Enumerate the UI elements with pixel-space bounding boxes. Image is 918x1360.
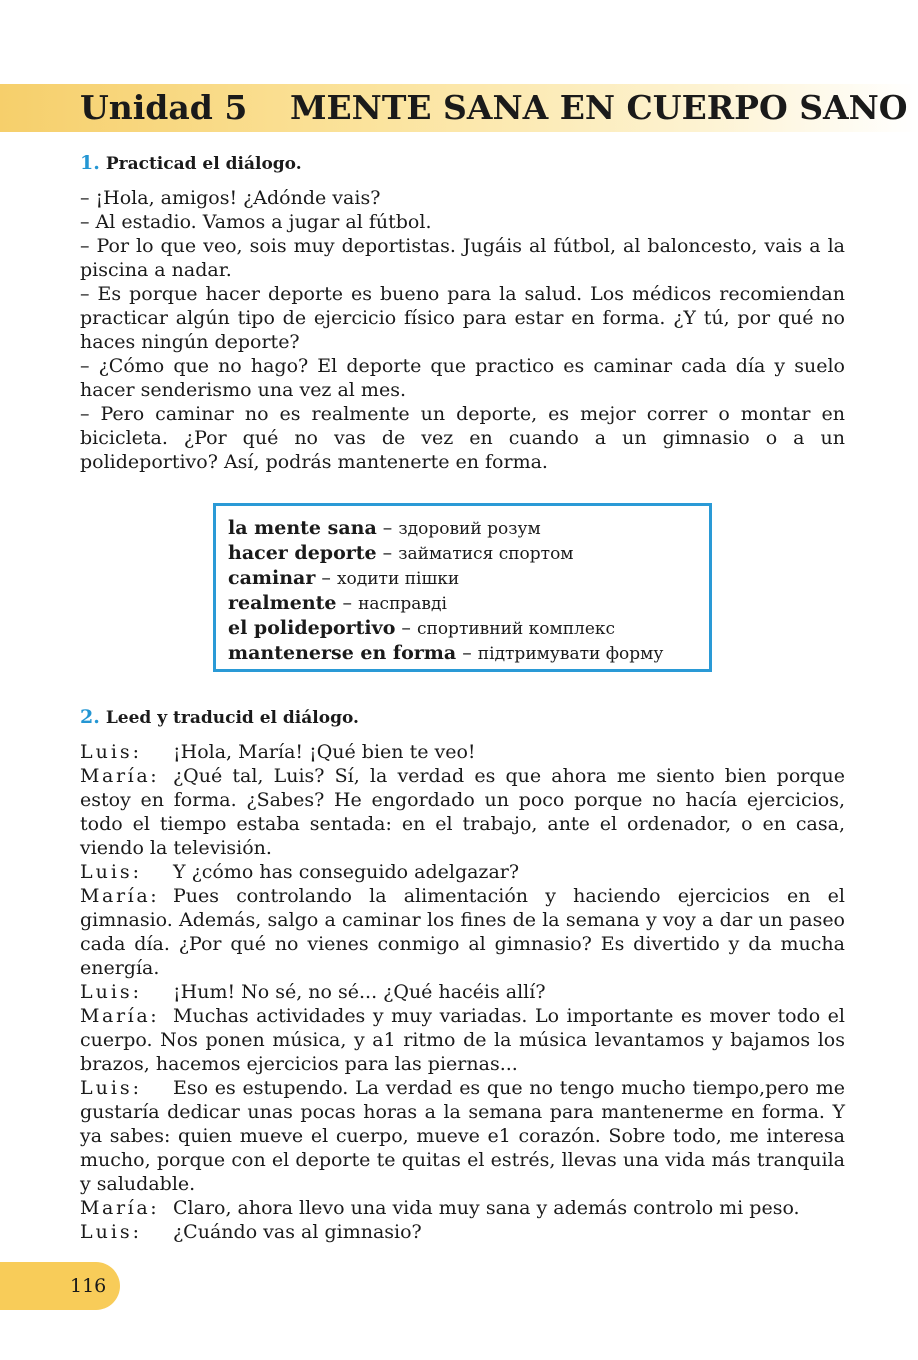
vocab-translation: насправді	[358, 594, 447, 614]
page-number: 116	[70, 1275, 107, 1297]
vocab-translation: спортивний комплекс	[416, 619, 616, 639]
dialogue-turn	[80, 1004, 845, 1076]
vocab-translation: ходити пішки	[336, 569, 460, 589]
unit-number: Unidad 5	[80, 88, 248, 127]
exercise-1-instruction: Practicad el diálogo.	[105, 154, 302, 174]
exercise-2-instruction: Leed y traducid el diálogo.	[105, 708, 359, 728]
speaker-name: María:	[80, 1197, 160, 1219]
vocab-term: hacer deporte	[228, 542, 377, 564]
speaker-name: Luis:	[80, 861, 143, 883]
dialogue-turn	[80, 1076, 845, 1196]
vocab-translation: здоровий розум	[398, 519, 541, 539]
turn-text: ¡Hum! No sé, no sé... ¿Qué hacéis allí?	[173, 981, 546, 1003]
vocabulary-box	[213, 503, 712, 672]
speaker-name: Luis:	[80, 981, 143, 1003]
dialogue-turn	[80, 884, 845, 980]
vocab-translation: підтримувати форму	[477, 644, 664, 664]
dialogue-turn	[80, 740, 845, 764]
turn-text: Claro, ahora llevo una vida muy sana y además controlo mi peso.	[173, 1197, 800, 1219]
speaker-name: Luis:	[80, 1077, 143, 1099]
vocab-term: la mente sana	[228, 517, 377, 539]
vocab-entry: hacer deporte – займатися спортом	[228, 542, 574, 564]
turn-text: Eso es estupendo. La verdad es que no tengo mucho tiempo,pero me gustaría dedicar unas pocas horas a la semana para mantenerme en forma. Y ya sabes: quien mueve el cuerpo, mueve e1 corazón. Sobre todo, me interesa mucho, porque con el deporte te quitas el estrés, llevas una vida más tranquila y saludable.	[80, 1077, 845, 1195]
vocab-entry: caminar – ходити пішки	[228, 567, 460, 589]
speaker-name: María:	[80, 1005, 160, 1027]
dialogue-line: – Es porque hacer deporte es bueno para la salud. Los médicos recomiendan practicar algún tipo de ejercicio físico para estar en forma. ¿Y tú, por qué no haces ningún deporte?	[80, 283, 845, 353]
exercise-2-number: 2.	[80, 706, 100, 728]
exercise-2-dialogue	[80, 740, 845, 1244]
vocab-term: mantenerse en forma	[228, 642, 457, 664]
dialogue-turn	[80, 1196, 845, 1220]
unit-title	[80, 86, 908, 130]
dialogue-turn	[80, 764, 845, 860]
dialogue-turn	[80, 860, 845, 884]
exercise-1-dialogue	[80, 186, 845, 474]
vocab-entry: la mente sana – здоровий розум	[228, 517, 541, 539]
vocab-term: el polideportivo	[228, 617, 396, 639]
unit-name: MENTE SANA EN CUERPO SANO	[290, 88, 908, 127]
dialogue-line: – ¡Hola, amigos! ¿Adónde vais?	[80, 187, 381, 209]
vocab-entry: el polideportivo – спортивний комплекс	[228, 617, 616, 639]
turn-text: Muchas actividades y muy variadas. Lo importante es mover todo el cuerpo. Nos ponen música, y a1 ritmo de la música levantamos y bajamos los brazos, hacemos ejercicios para las piernas...	[80, 1005, 845, 1075]
vocab-term: caminar	[228, 567, 316, 589]
turn-text: ¿Cuándo vas al gimnasio?	[173, 1221, 422, 1243]
speaker-name: María:	[80, 765, 160, 787]
exercise-1-heading	[80, 152, 302, 175]
dialogue-line: – Por lo que veo, sois muy deportistas. Jugáis al fútbol, al baloncesto, vais a la piscina a nadar.	[80, 235, 845, 281]
turn-text: Pues controlando la alimentación y haciendo ejercicios en el gimnasio. Además, salgo a caminar los fines de la semana y voy a dar un paseo cada día. ¿Por qué no vienes conmigo al gimnasio? Es divertido y da mucha energía.	[80, 885, 845, 979]
exercise-1-number: 1.	[80, 152, 100, 174]
dialogue-turn	[80, 1220, 845, 1244]
speaker-name: Luis:	[80, 741, 143, 763]
dialogue-line: – Pero caminar no es realmente un deporte, es mejor correr o montar en bicicleta. ¿Por qué no vas de vez en cuando a un gimnasio o a un polideportivo? Así, podrás mantenerte en forma.	[80, 403, 845, 473]
exercise-2-heading	[80, 706, 359, 729]
vocab-term: realmente	[228, 592, 337, 614]
dialogue-line: – Al estadio. Vamos a jugar al fútbol.	[80, 211, 432, 233]
dialogue-line: – ¿Cómo que no hago? El deporte que practico es caminar cada día y suelo hacer senderismo una vez al mes.	[80, 355, 845, 401]
turn-text: Y ¿cómo has conseguido adelgazar?	[173, 861, 520, 883]
speaker-name: Luis:	[80, 1221, 143, 1243]
turn-text: ¿Qué tal, Luis? Sí, la verdad es que ahora me siento bien porque estoy en forma. ¿Sabes? He engordado un poco porque no hacía ejercicios, todo el tiempo estaba sentada: en el trabajo, ante el ordenador, o en casa, viendo la televisión.	[80, 765, 845, 859]
speaker-name: María:	[80, 885, 160, 907]
turn-text: ¡Hola, María! ¡Qué bien te veo!	[173, 741, 476, 763]
dialogue-turn	[80, 980, 845, 1004]
vocab-entry: mantenerse en forma – підтримувати форму	[228, 642, 664, 664]
vocab-translation: займатися спортом	[398, 544, 574, 564]
vocab-entry: realmente – насправді	[228, 592, 447, 614]
